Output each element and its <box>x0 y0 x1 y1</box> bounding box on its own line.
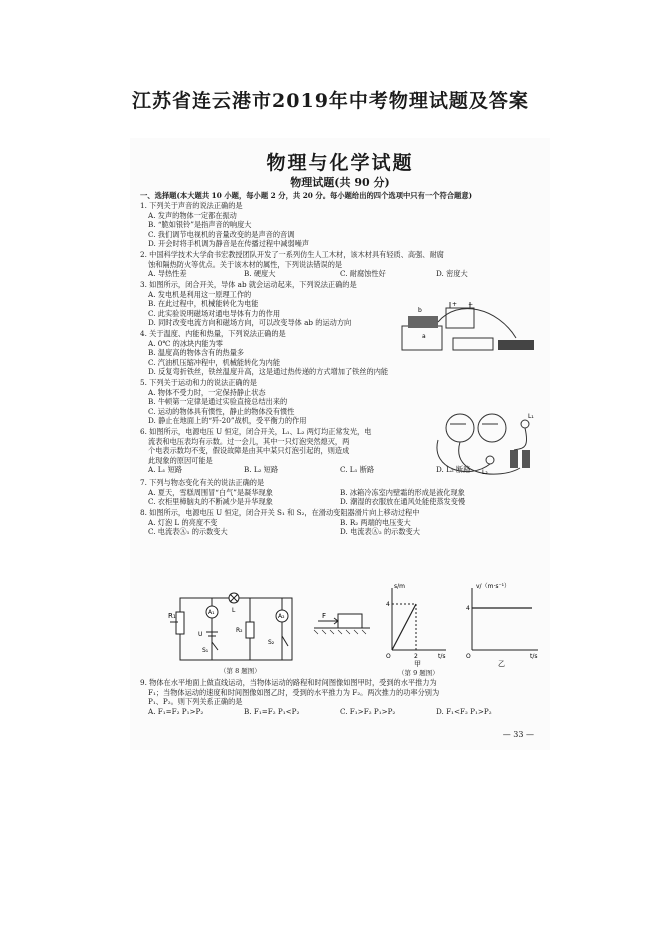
question-stem: 2. 中国科学技术大学俞书宏教授团队开发了一系列仿生人工木材，该木材具有轻质、高强、耐腐 <box>140 250 444 259</box>
question-stem-cont: 蚀和隔热防火等优点。关于该木材的属性，下列说法错误的是 <box>148 259 343 269</box>
option-a: A. 发声的物体一定都在振动 <box>148 210 237 220</box>
option-c: C. 汽油机压缩冲程中，机械能转化为内能 <box>148 357 281 367</box>
option-d: D. L₂ 断路 <box>436 465 471 475</box>
jia-ylabel: s/m <box>394 583 405 590</box>
question-3 <box>140 280 357 328</box>
question-stem: 7. 下列与物态变化有关的说法正确的是 <box>140 478 265 487</box>
option-d: D. F₁<F₂ P₁>P₂ <box>436 706 492 716</box>
option-a: A. 灯泡 L 的亮度不变 <box>148 517 218 527</box>
option-b: B. F₁=F₂ P₁<P₂ <box>244 706 300 716</box>
option-a: A. F₁=F₂ P₁>P₂ <box>148 706 204 716</box>
figure-8-caption: （第 8 题图） <box>220 667 261 675</box>
section-heading: 一、选择题(本大题共 10 小题，每小题 2 分，共 20 分。每小题给出的四个选项中只有一个符合题意) <box>140 191 473 200</box>
option-c: C. F₁>F₂ P₁>P₂ <box>340 706 396 716</box>
option-b: B. 冰箱冷冻室内壁霜的形成是液化现象 <box>340 487 465 497</box>
question-stem: 6. 如图所示，电源电压 U 恒定，闭合开关，L₁、L₂ 两灯均正常发光，电 <box>140 427 372 436</box>
option-b: B. 牛顿第一定律是通过实验直接总结出来的 <box>148 397 288 407</box>
yi-y-tick: 4 <box>466 605 470 612</box>
question-stem: 9. 物体在水平地面上做直线运动，当物体运动的路程和时间图像如图甲时，受到的水平推力为 <box>140 678 437 687</box>
option-a: A. 发电机是利用这一原理工作的 <box>148 289 252 299</box>
svg-text:L₁: L₁ <box>528 413 534 420</box>
question-stem: 5. 下列关于运动和力的说法正确的是 <box>140 378 257 387</box>
jia-xlabel: t/s <box>438 653 446 660</box>
a1-label: A₁ <box>208 609 215 616</box>
jia-name: 甲 <box>414 660 421 668</box>
question-8 <box>140 508 532 537</box>
option-a: A. 物体不受力时，一定保持静止状态 <box>148 387 266 397</box>
option-d: D. 电流表Ⓐ₂ 的示数变大 <box>340 527 420 537</box>
yi-xlabel: t/s <box>530 653 538 660</box>
option-c: C. 此实验说明磁场对通电导体有力的作用 <box>148 308 281 318</box>
yi-origin: O <box>466 653 471 660</box>
question-1 <box>140 201 309 249</box>
option-b: B. R₂ 两端的电压变大 <box>340 517 411 527</box>
option-b: B. 在此过程中，机械能转化为电能 <box>148 299 259 309</box>
option-c: C. 耐腐蚀性好 <box>340 269 386 279</box>
page-number: — 33 — <box>502 730 534 739</box>
r2-label: R₂ <box>236 627 243 634</box>
option-c: C. L₁ 断路 <box>340 465 375 475</box>
figure-9-caption: （第 9 题图） <box>398 669 439 677</box>
s2-label: S₂ <box>268 639 275 646</box>
option-d: D. 潮湿的衣服放在通风处能使蒸发变慢 <box>340 497 466 507</box>
a2-label: A₂ <box>278 613 285 620</box>
option-d: D. 开会时将手机调为静音是在传播过程中减弱噪声 <box>148 239 310 249</box>
question-stem: 3. 如图所示，闭合开关，导体 ab 就会运动起来，下列说法正确的是 <box>140 280 357 289</box>
l-label: L <box>232 607 236 614</box>
option-d: D. 反复弯折铁丝，铁丝温度升高，这是通过热传递的方式增加了铁丝的内能 <box>148 367 389 377</box>
option-b: B. “脆如银铃”是指声音的响度大 <box>148 220 252 230</box>
s1-label: S₁ <box>202 647 209 654</box>
q9-figure <box>312 578 542 668</box>
question-stem-cont: P₁、P₂。则下列关系正确的是 <box>148 697 243 707</box>
option-d: D. 同时改变电流方向和磁场方向，可以改变导体 ab 的运动方向 <box>148 318 352 328</box>
option-c: C. 运动的物体具有惯性，静止的物体没有惯性 <box>148 406 295 416</box>
option-d: D. 密度大 <box>436 269 468 279</box>
question-7 <box>140 478 532 507</box>
question-stem-cont: 个电表示数均不变，假设故障是由其中某只灯泡引起的，则造成 <box>148 446 350 456</box>
question-stem: 1. 下列关于声音的说法正确的是 <box>140 201 243 210</box>
option-a: A. 0℃ 的冰块内能为零 <box>148 338 223 348</box>
svg-text:a: a <box>422 333 426 340</box>
question-2 <box>140 250 532 279</box>
option-c: C. 衣柜里樟脑丸的不断减少是升华现象 <box>148 497 273 507</box>
question-stem-cont: F₁；当物体运动的速度和时间图像如图乙时，受到的水平推力为 F₂。两次推力的功率分别为 <box>148 687 440 697</box>
option-b: B. 硬度大 <box>244 269 276 279</box>
q3-motor-apparatus-figure <box>398 298 538 360</box>
jia-y-tick: 4 <box>386 601 390 608</box>
svg-text:L₂: L₂ <box>482 469 488 476</box>
q6-circuit-figure <box>430 410 540 480</box>
exam-subtitle: 物理试题(共 90 分) <box>290 176 390 189</box>
document-title: 江苏省连云港市2019年中考物理试题及答案 <box>132 90 529 112</box>
jia-x-tick: 2 <box>414 653 418 660</box>
scanned-exam-page <box>130 138 550 750</box>
force-label: F <box>322 612 327 620</box>
jia-origin: O <box>386 653 391 660</box>
option-a: A. 导热性差 <box>148 269 187 279</box>
option-a: A. L₁ 短路 <box>148 465 183 475</box>
yi-ylabel: v/（m·s⁻¹） <box>476 583 511 590</box>
option-c: C. 电流表Ⓐ₁ 的示数变大 <box>148 527 228 537</box>
option-b: B. L₂ 短路 <box>244 465 279 475</box>
option-b: B. 温度高的物体含有的热量多 <box>148 348 245 358</box>
question-4 <box>140 329 388 377</box>
svg-text:−: − <box>468 301 474 308</box>
question-stem: 4. 关于温度、内能和热量，下列说法正确的是 <box>140 329 286 338</box>
q8-circuit-figure <box>170 592 300 664</box>
question-stem: 8. 如图所示，电源电压 U 恒定，闭合开关 S₁ 和 S₂，在滑动变阻器滑片向上移动过程中 <box>140 508 420 517</box>
u-label: U <box>198 631 203 638</box>
option-d: D. 静止在地面上的“歼-20”战机，受平衡力的作用 <box>148 416 307 426</box>
svg-text:b: b <box>418 307 422 314</box>
svg-text:+: + <box>452 301 458 308</box>
r1-label: R₁ <box>168 612 176 620</box>
exam-title: 物理与化学试题 <box>266 152 414 174</box>
option-c: C. 我们调节电视机的音量改变的是声音的音调 <box>148 229 295 239</box>
question-9 <box>140 678 532 716</box>
yi-name: 乙 <box>498 660 505 668</box>
question-stem-cont: 流表和电压表均有示数。过一会儿，其中一只灯泡突然熄灭，两 <box>148 436 350 446</box>
option-a: A. 夏天，雪糕周围冒“白气”是凝华现象 <box>148 487 273 497</box>
question-5 <box>140 378 306 426</box>
question-stem-cont: 此现象的原因可能是 <box>148 455 213 465</box>
